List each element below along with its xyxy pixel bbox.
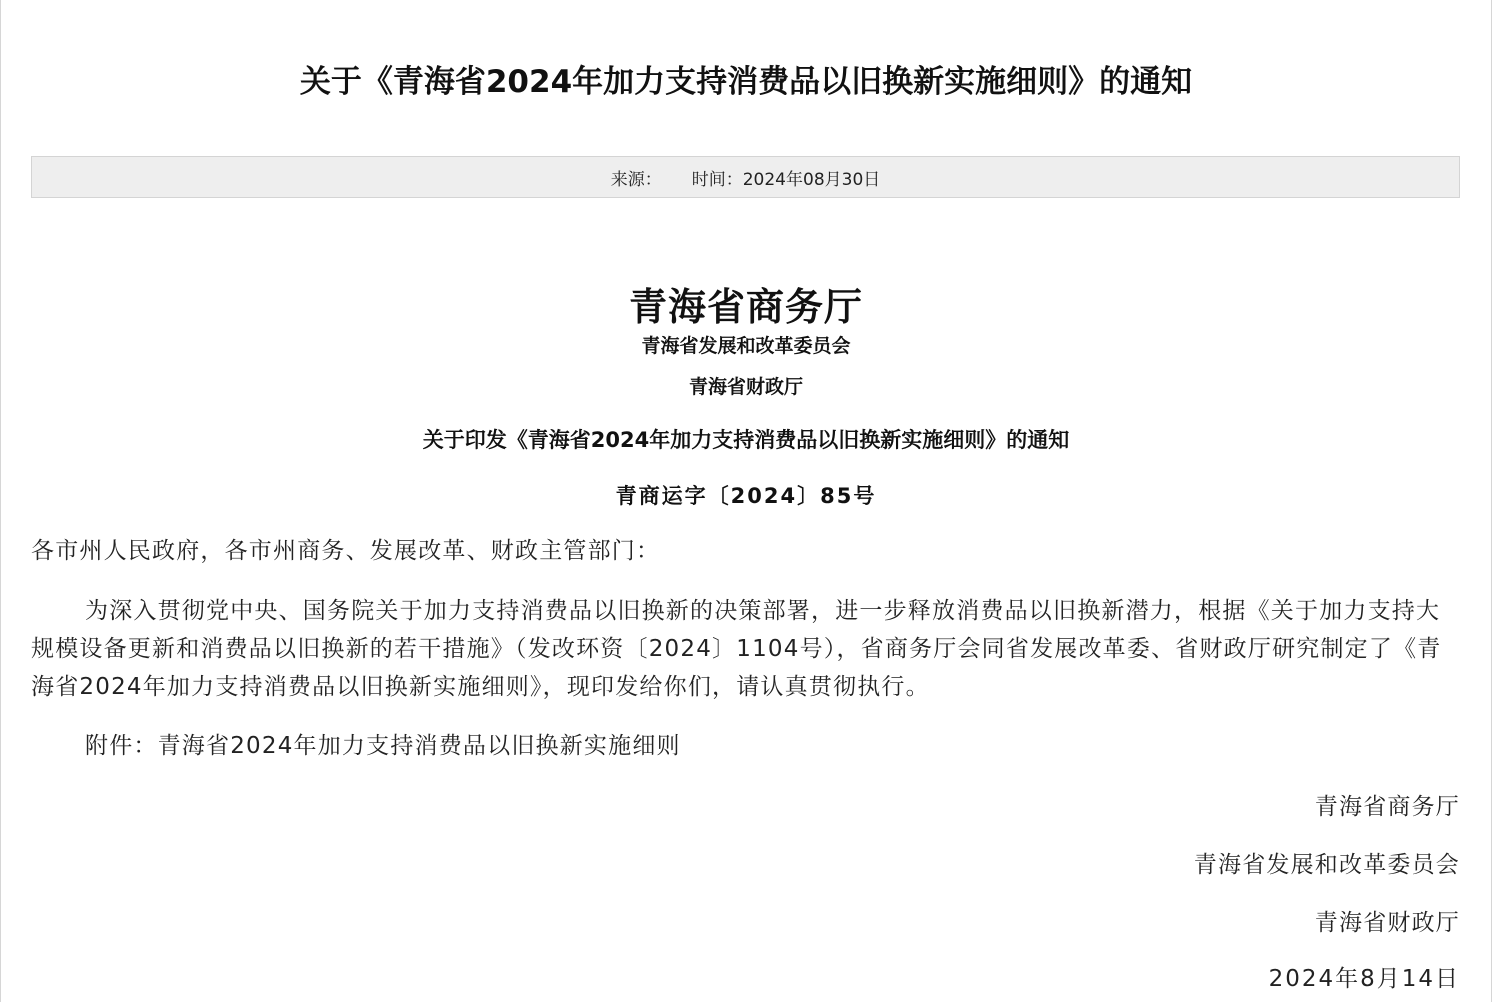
attachment-line: 附件：青海省2024年加力支持消费品以旧换新实施细则 [85, 733, 681, 759]
meta-bar [31, 156, 1460, 198]
issuer-secondary: 青海省发展和改革委员会 [641, 335, 851, 357]
body-paragraph: 为深入贯彻党中央、国务院关于加力支持消费品以旧换新的决策部署，进一步释放消费品以旧换新潜力，根据《关于加力支持大规模设备更新和消费品以旧换新的若干措施》（发改环资〔2024〕1104号），省商务厅会同省发展改革委、省财政厅研究制定了《青海省2024年加力支持消费品以旧换新实施细则》，现印发给你们，请认真贯彻执行。 [31, 598, 1442, 700]
issuer-main: 青海省商务厅 [628, 285, 863, 329]
signature-org-commerce: 青海省商务厅 [1314, 794, 1460, 820]
signature-date: 2024年8月14日 [1268, 966, 1460, 992]
time-value: 2024年08月30日 [742, 169, 881, 190]
page-title: 关于《青海省2024年加力支持消费品以旧换新实施细则》的通知 [299, 64, 1193, 100]
time-label: 时间： [691, 169, 743, 190]
signature-org-finance: 青海省财政厅 [1314, 910, 1460, 936]
issuer-tertiary: 青海省财政厅 [688, 376, 803, 398]
source-label: 来源： [610, 169, 662, 190]
document-subtitle: 关于印发《青海省2024年加力支持消费品以旧换新实施细则》的通知 [422, 428, 1070, 452]
document-number: 青商运字〔2024〕85号 [615, 484, 877, 508]
salutation: 各市州人民政府，各市州商务、发展改革、财政主管部门： [31, 538, 661, 564]
signature-org-ndrc: 青海省发展和改革委员会 [1193, 852, 1460, 878]
